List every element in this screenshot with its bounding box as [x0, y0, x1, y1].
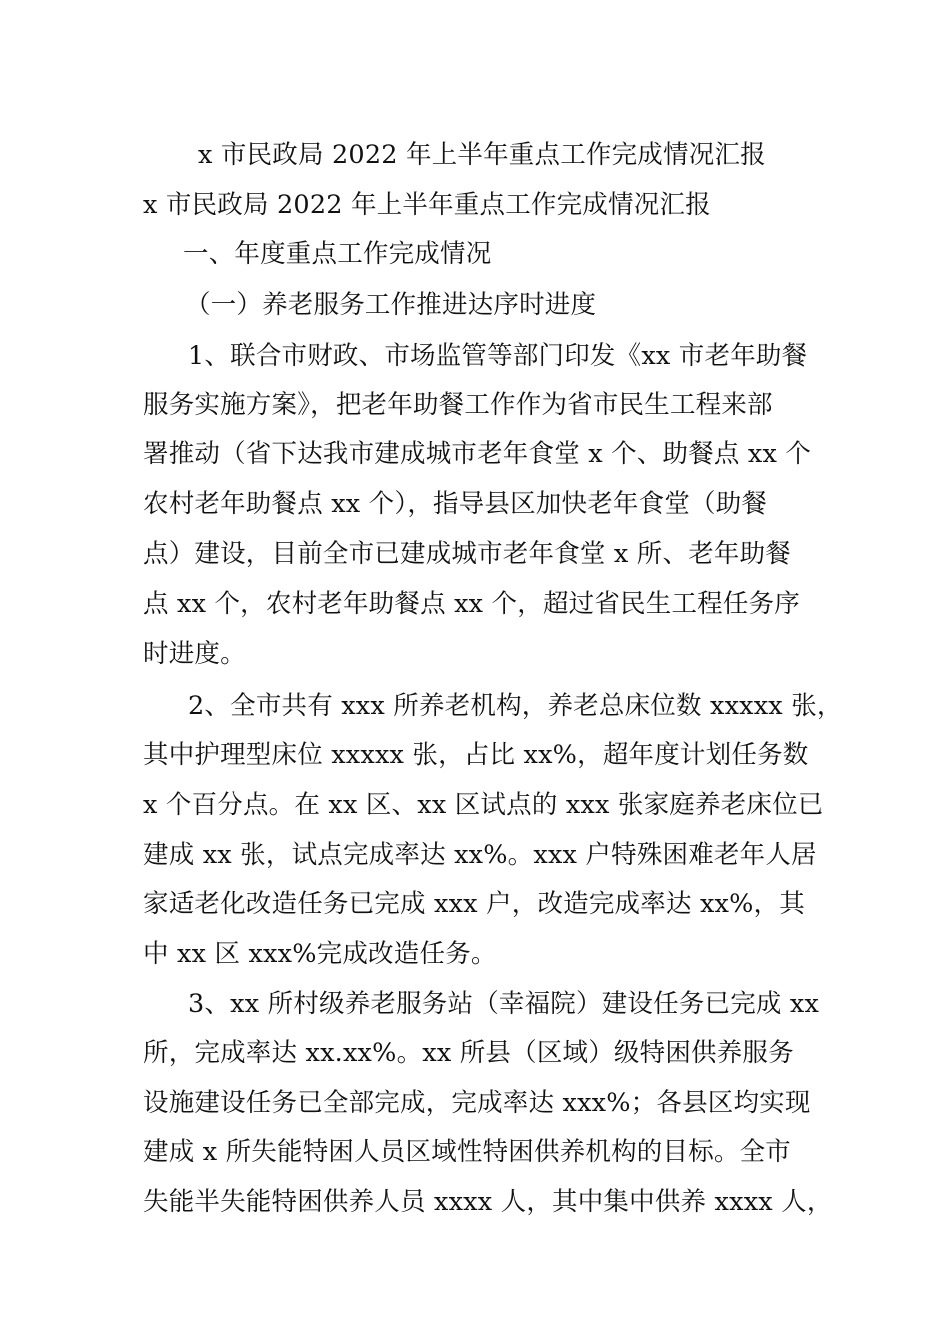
subsection-heading: （一）养老服务工作推进达序时进度 — [185, 290, 597, 320]
paragraph-line: 建成 x 所失能特困人员区域性特困供养机构的目标。全市 — [143, 1137, 791, 1167]
paragraph-line: 署推动（省下达我市建成城市老年食堂 x 个、助餐点 xx 个 — [143, 439, 812, 469]
paragraph-line: 点 xx 个，农村老年助餐点 xx 个，超过省民生工程任务序 — [143, 589, 800, 619]
paragraph-line: 中 xx 区 xxx%完成改造任务。 — [143, 939, 497, 969]
paragraph-line: 点）建设，目前全市已建成城市老年食堂 x 所、老年助餐 — [143, 539, 791, 569]
paragraph-line: x 个百分点。在 xx 区、xx 区试点的 xxx 张家庭养老床位已 — [143, 790, 824, 820]
document-title-centered: x 市民政局 2022 年上半年重点工作完成情况汇报 — [198, 140, 766, 170]
paragraph-line: 农村老年助餐点 xx 个），指导县区加快老年食堂（助餐 — [143, 489, 768, 519]
document-title: x 市民政局 2022 年上半年重点工作完成情况汇报 — [143, 190, 711, 220]
paragraph-line: 其中护理型床位 xxxxx 张，占比 xx%，超年度计划任务数 — [143, 740, 809, 770]
paragraph-line: 建成 xx 张，试点完成率达 xx%。xxx 户特殊困难老年人居 — [143, 840, 817, 870]
paragraph-line: 设施建设任务已全部完成，完成率达 xxx%；各县区均实现 — [143, 1088, 811, 1118]
paragraph-line: 服务实施方案》，把老年助餐工作作为省市民生工程来部 — [143, 390, 773, 420]
paragraph-line: 家适老化改造任务已完成 xxx 户，改造完成率达 xx%，其 — [143, 889, 805, 919]
paragraph-line: 时进度。 — [143, 639, 246, 669]
section-heading: 一、年度重点工作完成情况 — [183, 239, 492, 269]
paragraph-line: 2、全市共有 xxx 所养老机构，养老总床位数 xxxxx 张， — [188, 691, 843, 721]
paragraph-line: 失能半失能特困供养人员 xxxx 人，其中集中供养 xxxx 人， — [143, 1187, 833, 1217]
paragraph-line: 1、联合市财政、市场监管等部门印发《xx 市老年助餐 — [188, 341, 808, 371]
paragraph-line: 3、xx 所村级养老服务站（幸福院）建设任务已完成 xx — [188, 989, 820, 1019]
paragraph-line: 所，完成率达 xx.xx%。xx 所县（区域）级特困供养服务 — [143, 1038, 794, 1068]
